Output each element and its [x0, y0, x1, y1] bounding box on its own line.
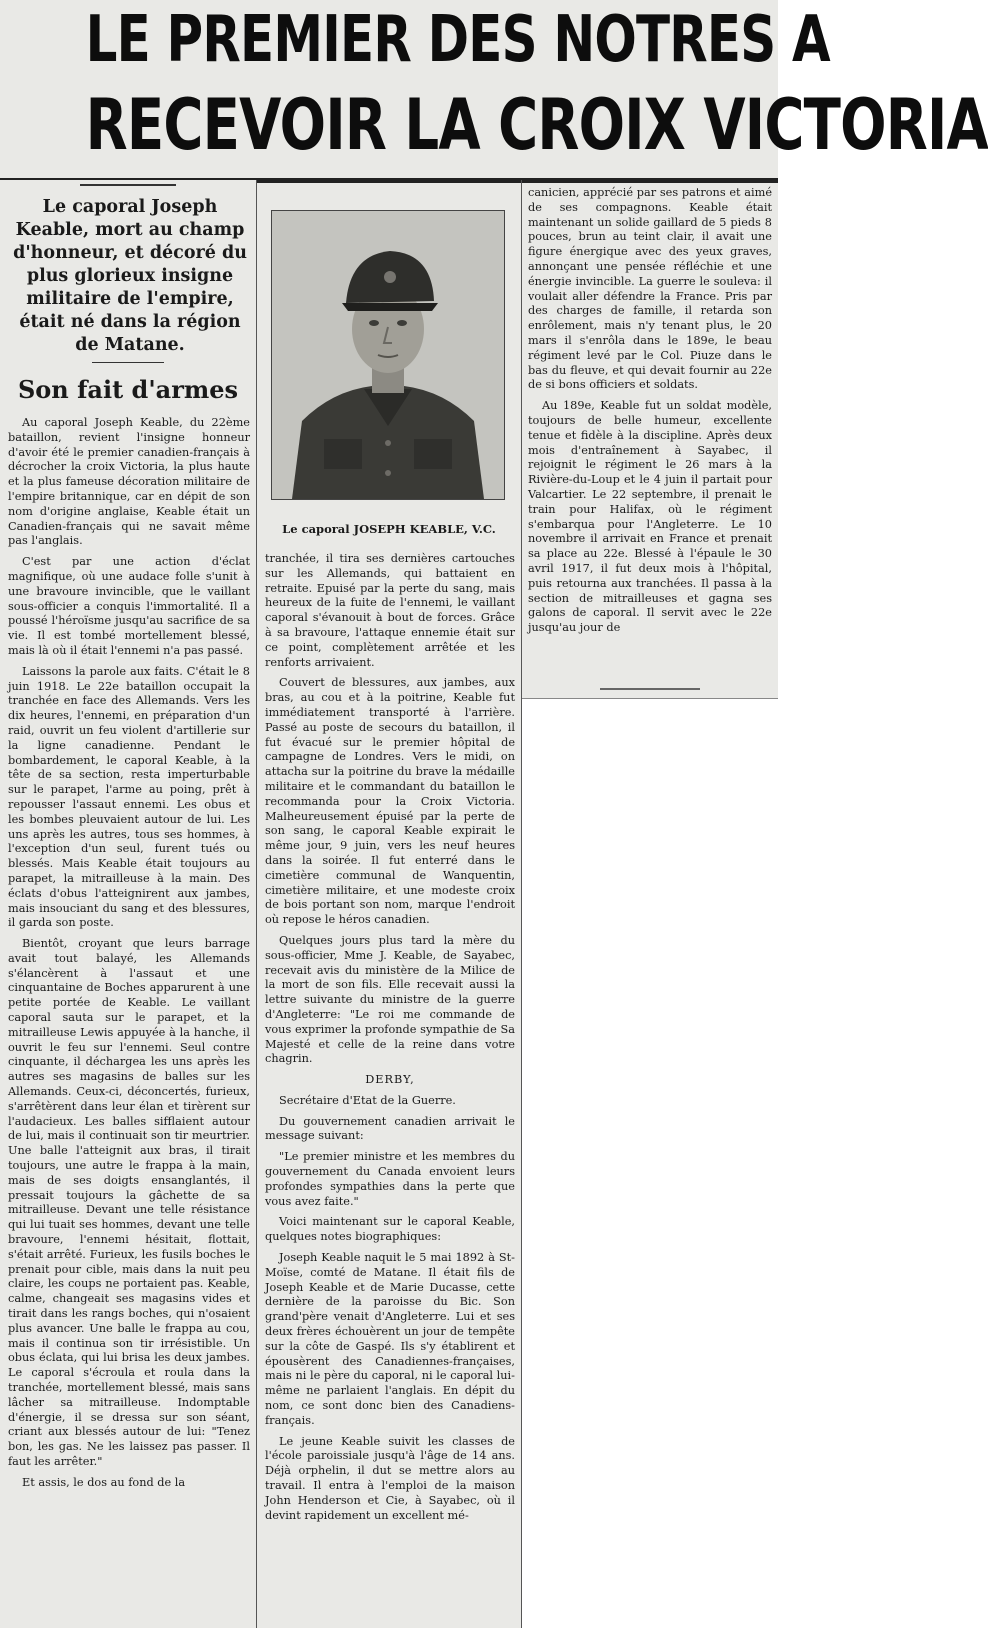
column-3-body — [528, 186, 772, 642]
article-column-1 — [0, 180, 257, 1628]
paragraph: C'est par une action d'éclat magnifique, où une audace folle s'unit à une bravoure invincible, que le vaillant sous-officier a conquis l'immortalité. Il a poussé l'héroïsme jusqu'au sacrifice de sa vie. Il est tombé mortellement blessé, mais là où il était l'ennemi n'a pas passé. — [8, 555, 250, 657]
end-divider — [600, 688, 700, 690]
signature-title: Secrétaire d'Etat de la Guerre. — [279, 1093, 456, 1107]
signature: DERBY, — [365, 1073, 415, 1087]
paragraph: canicien, apprécié par ses patrons et aimé de ses compagnons. Keable était maintenant un solide gaillard de 5 pieds 8 pouces, brun au teint clair, il avait une figure énergique avec des yeux graves, annonçant une pensée réfléchie et une énergie invincible. La guerre le souleva: il voulait aller défendre la France. Pris par des charges de famille, il retarda son enrôlement, mais n'y tenant plus, le 20 mars il s'enrôla dans le 189e, le beau régiment levé par le Col. Piuze dans le bas du fleuve, et qui devait fournir au 22e de si bons officiers et soldats. — [528, 186, 772, 392]
paragraph: Le jeune Keable suivit les classes de l'école paroissiale jusqu'à l'âge de 14 ans. Déjà orphelin, il dut se mettre alors au travail. Il entra à l'emploi de la maison John Henderson et Cie, à Sayabec, où il devint rapidement un excellent mé- — [265, 1434, 515, 1522]
headline-line-2: RECEVOIR LA CROIX VICTORIA — [85, 84, 988, 166]
subhead-rule — [92, 362, 164, 363]
subhead: Son fait d'armes — [17, 375, 239, 404]
paragraph: tranchée, il tira ses dernières cartouches sur les Allemands, qui battaient en retraite. Epuisé par la perte du sang, mais heureux de la fuite de l'ennemi, le vaillant caporal s'évanouit à bout de forces. Grâce à sa bravoure, l'attaque ennemie était sur ce point, complètement arrêtée et les renforts arrivaient. — [265, 552, 515, 669]
paragraph: "Le premier ministre et les membres du gouvernement du Canada envoient leurs profondes sympathies dans la perte que vous avez faite." — [265, 1150, 515, 1208]
paragraph: Laissons la parole aux faits. C'était le 8 juin 1918. Le 22e bataillon occupait la tranchée en face des Allemands. Vers les dix heures, l'ennemi, en préparation d'un raid, ouvrit un feu violent d'artillerie sur la ligne canadienne. Pendant le bombardement, le caporal Keable, à la tête de sa section, resta imperturbable sur le parapet, l'arme au poing, prêt à repousser l'assaut ennemi. Les obus et les bombes pleuvaient autour de lui. Les uns après les autres, tous ses hommes, à l'exception d'un seul, furent tués ou blessés. Mais Keable était toujours au parapet, la mitrailleuse à la main. Des éclats d'obus l'atteignirent aux jambes, mais insouciant du sang et des blessures, il garda son poste. — [8, 664, 250, 930]
paragraph: Joseph Keable naquit le 5 mai 1892 à St-Moïse, comté de Matane. Il était fils de Joseph Keable et de Marie Ducasse, cette dernière de la paroisse du Bic. Son grand'père venait d'Angleterre. Lui et ses deux frères échouèrent un jour de tempête sur la côte de Gaspé. Ils s'y établirent et épousèrent des Canadiennes-françaises, mais ni le père du caporal, ni le caporal lui-même ne parlaient l'anglais. En dépit du nom, ce sont donc bien des Canadiens-français. — [265, 1251, 515, 1427]
photo-caption: Le caporal JOSEPH KEABLE, V.C. — [282, 522, 496, 536]
paragraph: Au caporal Joseph Keable, du 22ème bataillon, revient l'insigne honneur d'avoir été le premier canadien-français à décrocher la croix Victoria, la plus haute et la plus fameuse décoration militaire de l'empire britannique, car en dépit de son nom d'origine anglaise, Keable était un Canadien-français qui ne savait même pas l'anglais. — [8, 416, 250, 548]
column-top-rule — [522, 180, 778, 183]
column-top-rule — [257, 180, 521, 183]
paragraph: Quelques jours plus tard la mère du sous-officier, Mme J. Keable, de Sayabec, recevait avis du ministère de la Milice de la mort de son fils. Elle recevait aussi la lettre suivante du ministre de la guerre d'Angleterre: "Le roi me commande de vous exprimer la profonde sympathie de Sa Majesté et celle de la reine dans votre chagrin. — [265, 933, 515, 1066]
headline-block — [0, 0, 988, 180]
paragraph: Au 189e, Keable fut un soldat modèle, toujours de belle humeur, excellente tenue et fidèle à la discipline. Après deux mois d'entraînement à Sayabec, il rejoignit le régiment le 26 mars à la Rivière-du-Loup et le 4 juin il partait pour Valcartier. Le 22 septembre, il prenait le train pour Halifax, où le régiment s'embarqua pour l'Angleterre. Le 10 novembre il arrivait en France et prenait sa place au 22e. Blessé à l'épaule le 30 avril 1917, il fut deux mois à l'hôpital, puis retourna aux tranchées. Il passa à la section de mitrailleuses et gagna ses galons de caporal. Il servit avec le 22e jusqu'au jour de — [528, 399, 772, 635]
column-2-body — [265, 552, 515, 1529]
paragraph: Bientôt, croyant que leurs barrage avait tout balayé, les Allemands s'élancèrent à l'assaut et une cinquantaine de Boches apparurent à une petite portée de Keable. Le vaillant caporal sauta sur le parapet, et la mitrailleuse Lewis appuyée à la hanche, il ouvrit le feu sur l'ennemi. Seul contre cinquante, il déchargea les uns après les autres ses magasins de balles sur les Allemands. Ceux-ci, déconcertés, furieux, s'arrêtèrent dans leur élan et tirèrent sur l'audacieux. Les balles sifflaient autour de lui, mais il continuait son tir meurtrier. Une balle l'atteignit aux bras, il tirait toujours, une autre le frappa à la main, mais de ses doigts ensanglantés, il pressait toujours la gâchette de sa mitrailleuse. Devant une telle résistance qui lui tuait ses hommes, devant une telle bravoure, l'ennemi hésitait, flottait, s'était arrêté. Furieux, les fusils boches le prenait pour cible, mais dans la nuit peu claire, les coups ne portaient pas. Keable, calme, changeait ses magasins vides et tirait dans les rangs boches, qui n'osaient plus avancer. Une balle le frappa au cou, mais il continua son tir irrésistible. Un obus éclata, qui lui brisa les deux jambes. Le caporal s'écroula et roula dans la tranchée, mortellement blessé, mais sans lâcher sa mitrailleuse. Indomptable d'énergie, il se dressa sur son séant, criant aux blessés autour de lui: "Tenez bon, les gas. Ne les laissez pas passer. Il faut les arrêter." — [8, 937, 250, 1468]
soldier-portrait-illustration — [272, 211, 504, 499]
paragraph: Couvert de blessures, aux jambes, aux bras, au cou et à la poitrine, Keable fut immédiatement transporté à l'arrière. Passé au poste de secours du bataillon, il fut évacué sur le premier hôpital de campagne de Londres. Vers le midi, on attacha sur la poitrine du brave la médaille militaire et le commandant du bataillon le recommanda pour la Croix Victoria. Malheureusement épuisé par la perte de son sang, le caporal Keable expirait le même jour, 9 juin, vers les neuf heures dans la soirée. Il fut enterré dans le cimetière communal de Wanquentin, cimetière militaire, et une modeste croix de bois portant son nom, marque l'endroit où repose le héros canadien. — [265, 676, 515, 927]
column-1-body — [8, 416, 250, 1497]
deck-top-rule — [80, 184, 176, 186]
article-column-3 — [522, 180, 778, 699]
paragraph: Voici maintenant sur le caporal Keable, quelques notes biographiques: — [265, 1215, 515, 1244]
paragraph: Et assis, le dos au fond de la — [22, 1475, 186, 1489]
paragraph: Du gouvernement canadien arrivait le message suivant: — [265, 1114, 515, 1143]
portrait-photo — [271, 210, 505, 500]
deck-summary: Le caporal Joseph Keable, mort au champ d'honneur, et décoré du plus glorieux insigne militaire de l'empire, était né dans la région de Matane. — [13, 197, 247, 355]
article-column-2 — [257, 180, 522, 1628]
headline-line-1: LE PREMIER DES NOTRES A — [85, 3, 830, 77]
